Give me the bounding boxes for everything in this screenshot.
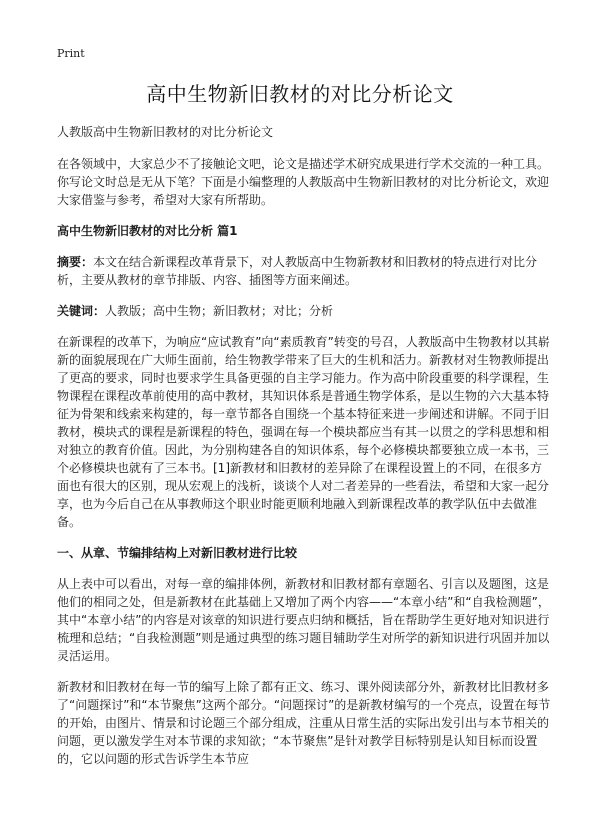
keywords-text: 人教版；高中生物；新旧教材；对比；分析 [105,304,334,318]
body-paragraph-3: 新教材和旧教材在每一节的编写上除了都有正文、练习、课外阅读部分外，新教材比旧教材多了“问题探讨”和“本节聚焦”这两个部分。“问题探讨”的是新教材编写的一个亮点，设置在每节的开始，由图片、情景和讨论题三个部分组成，注重从日常生活的实际出发引出与本节相关的问题，更以激发学生对本节课的求知欲；“本节聚焦”是针对教学目标特别是认知目标而设置的，它以问题的形式告诉学生本节应 [57,680,551,766]
abstract-text: 本文在结合新课程改革背景下，对人教版高中生物新教材和旧教材的特点进行对比分析，主要从教材的章节排版、内容、插图等方面来阐述。 [57,255,538,287]
body-paragraph-1: 在新课程的改革下，为响应“应试教育”向“素质教育”转变的号召，人教版高中生物教材以其崭新的面貌展现在广大师生面前，给生物教学带来了巨大的生机和活力。新教材对生物教师提出了更高的要求，同时也要求学生具备更强的自主学习能力。作为高中阶段重要的科学课程，生物课程在课程改革前使用的高中教材，其知识体系是普通生物学体系，是以生物的六大基本特征为骨架和线索来构建的，每一章节都各自围绕一个基本特征来进一步阐述和讲解。不同于旧教材，模块式的课程是新课程的特色，强调在每一个模块都应当有其一以贯之的学科思想和相对独立的教育价值。因此，为分别构建各自的知识体系，每个必修模块都要独立成一本书，三个必修模块也就有了三本书。[1]新教材和旧教材的差异除了在课程设置上的不同，在很多方面也有很大的区别，现从宏观上的浅析，谈谈个人对二者差异的一些看法，希望和大家一起分享，也为今后自己在从事教师这个职业时能更顺利地融入到新课程改革的教学队伍中去做准备。 [57,335,550,529]
document-subtitle: 人教版高中生物新旧教材的对比分析论文 [57,125,274,139]
document-title: 高中生物新旧教材的对比分析论文 [146,82,454,106]
article-heading: 高中生物新旧教材的对比分析 篇1 [57,224,238,238]
section-heading-1: 一、从章、节编排结构上对新旧教材进行比较 [57,546,298,560]
intro-paragraph: 在各领域中，大家总少不了接触论文吧，论文是描述学术研究成果进行学术交流的一种工具。你写论文时总是无从下笔？下面是小编整理的人教版高中生物新旧教材的对比分析论文，欢迎大家借鉴与参考，希望对大家有所帮助。 [57,157,550,207]
keywords-label: 关键词： [57,304,106,318]
print-link[interactable]: Print [57,47,85,60]
abstract-label: 摘要： [57,255,94,269]
document-body [57,123,553,768]
body-paragraph-2: 从上表中可以看出，对每一章的编排体例，新教材和旧教材都有章题名、引言以及题图，这是他们的相同之处，但是新教材在此基础上又增加了两个内容——“本章小结”和“自我检测题”，其中“本章小结”的内容是对该章的知识进行要点归纳和概括，旨在帮助学生更好地对知识进行梳理和总结；“自我检测题”则是通过典型的练习题目辅助学生对所学的新知识进行巩固并加以灵活运用。 [57,577,550,663]
keywords-paragraph [57,302,553,320]
abstract-paragraph [57,253,553,289]
